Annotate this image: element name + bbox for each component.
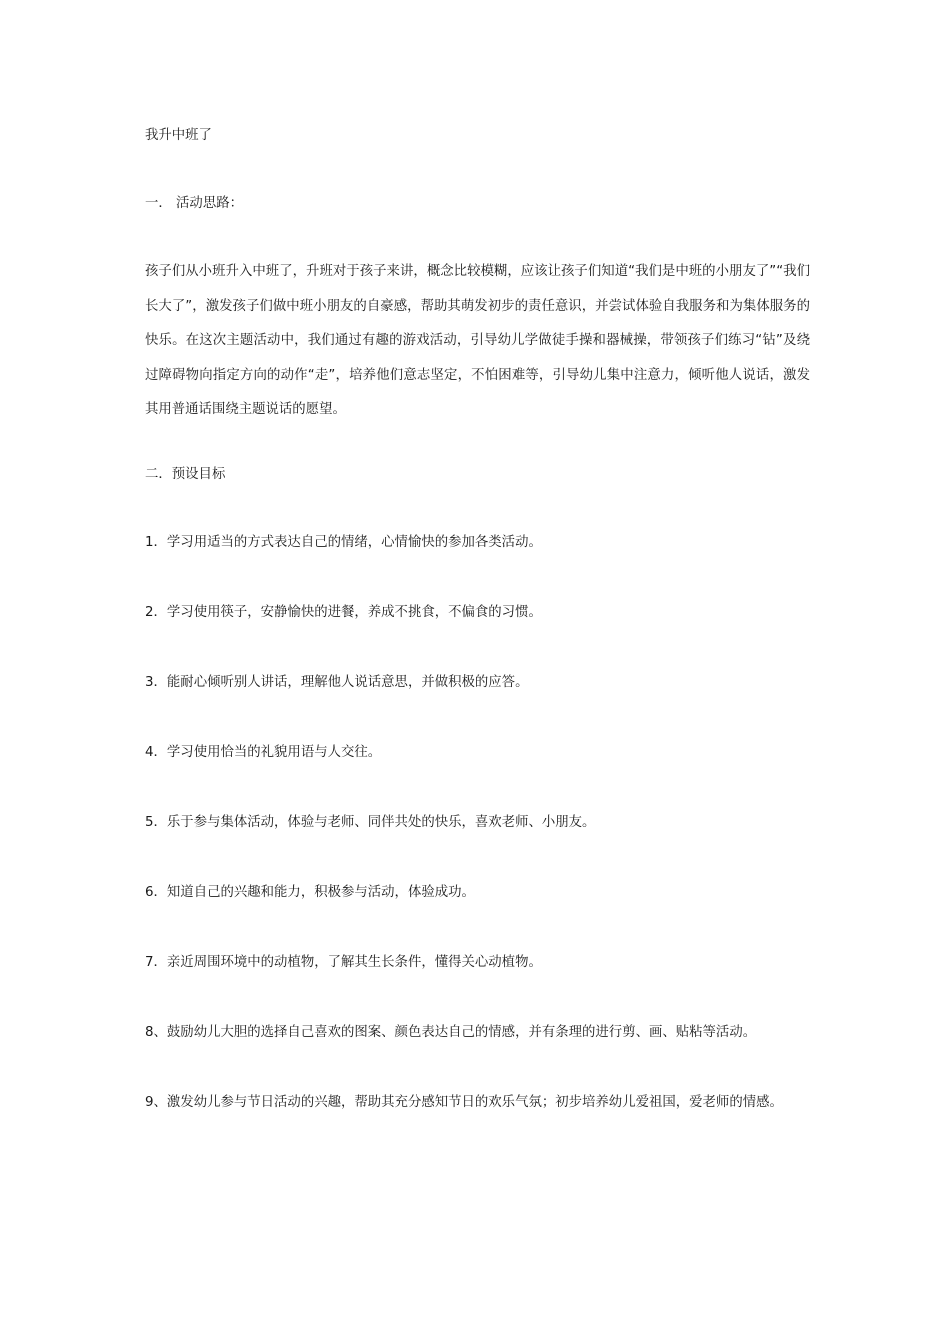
goal-item-4: 4．学习使用恰当的礼貌用语与人交往。 <box>145 744 382 760</box>
document-title: 我升中班了 <box>145 128 212 143</box>
goal-item-2: 2．学习使用筷子，安静愉快的进餐，养成不挑食，不偏食的习惯。 <box>145 604 542 620</box>
goal-item-3: 3．能耐心倾听别人讲话，理解他人说话意思，并做积极的应答。 <box>145 674 529 690</box>
goal-item-6: 6．知道自己的兴趣和能力，积极参与活动，体验成功。 <box>145 884 475 900</box>
goal-item-5: 5．乐于参与集体活动，体验与老师、同伴共处的快乐，喜欢老师、小朋友。 <box>145 814 596 830</box>
goal-item-8: 8、鼓励幼儿大胆的选择自己喜欢的图案、颜色表达自己的情感，并有条理的进行剪、画、贴粘等活动。 <box>145 1024 757 1040</box>
document-body <box>145 126 810 1133</box>
section-heading-activity-idea: 一． 活动思路： <box>145 196 243 211</box>
goal-item-7: 7．亲近周围环境中的动植物，了解其生长条件，懂得关心动植物。 <box>145 954 542 970</box>
section-heading-goals: 二．预设目标 <box>145 466 226 482</box>
goal-item-1: 1．学习用适当的方式表达自己的情绪，心情愉快的参加各类活动。 <box>145 534 542 550</box>
activity-idea-paragraph: 孩子们从小班升入中班了，升班对于孩子来讲，概念比较模糊，应该让孩子们知道“我们是中班的小朋友了”“我们长大了”，激发孩子们做中班小朋友的自豪感，帮助其萌发初步的责任意识，并尝试体验自我服务和为集体服务的快乐。在这次主题活动中，我们通过有趣的游戏活动，引导幼儿学做徒手操和器械操，带领孩子们练习“钻”及绕过障碍物向指定方向的动作“走”，培养他们意志坚定，不怕困难等，引导幼儿集中注意力，倾听他人说话，激发其用普通话围绕主题说话的愿望。 <box>145 264 810 417</box>
goal-item-9: 9、激发幼儿参与节日活动的兴趣，帮助其充分感知节日的欢乐气氛；初步培养幼儿爱祖国，爱老师的情感。 <box>145 1094 783 1110</box>
